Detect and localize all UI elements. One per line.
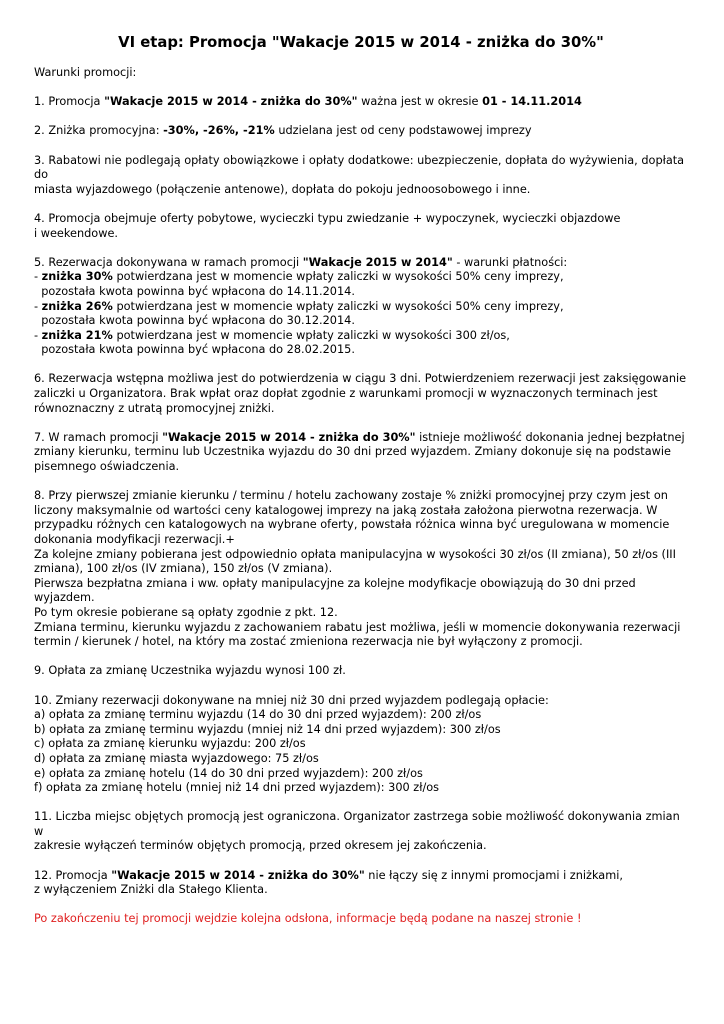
condition-1: 1. Promocja "Wakacje 2015 w 2014 - zniżka do 30%" ważna jest w okresie 01 - 14.11.2014 (34, 95, 582, 109)
condition-12: 12. Promocja "Wakacje 2015 w 2014 - zniżka do 30%" nie łączy się z innymi promocjami i zniżkami, z wyłączeniem Zniżki dla Stałego Klienta. (34, 868, 623, 897)
document-title: VI etap: Promocja "Wakacje 2015 w 2014 - zniżka do 30%" (118, 34, 604, 51)
condition-10: 10. Zmiany rezerwacji dokonywane na mniej niż 30 dni przed wyjazdem podlegają opłacie: a) opłata za zmianę terminu wyjazdu (14 do 30 dni przed wyjazdem): 200 zł/os b) opłata za zmianę terminu wyjazdu (mniej niż 14 dni przed wyjazdem): 300 zł/os c) opłata za zmianę kierunku wyjazdu: 200 zł/os d) opłata za zmianę miasta wyjazdowego: 75 zł/os e) opłata za zmianę hotelu (14 do 30 dni przed wyjazdem): 200 zł/os f) opłata za zmianę hotelu (mniej niż 14 dni przed wyjazdem): 300 zł/os (34, 693, 549, 795)
intro-text: Warunki promocji: (34, 66, 137, 79)
condition-11: 11. Liczba miejsc objętych promocją jest ograniczona. Organizator zastrzega sobie możliwość dokonywania zmian w zakresie wyłączeń terminów objętych promocją, przed okresem jej zakończenia. (34, 810, 680, 853)
condition-2: 2. Zniżka promocyjna: -30%, -26%, -21% udzielana jest od ceny podstawowej imprezy (34, 124, 532, 138)
condition-3: 3. Rabatowi nie podlegają opłaty obowiązkowe i opłaty dodatkowe: ubezpieczenie, dopłata do wyżywienia, dopłata do miasta wyjazdowego (połączenie antenowe), dopłata do pokoju jednoosobowego i inne. (34, 153, 685, 196)
condition-7: 7. W ramach promocji "Wakacje 2015 w 2014 - zniżka do 30%" istnieje możliwość dokonania jednej bezpłatnej zmiany kierunku, terminu lub Uczestnika wyjazdu do 30 dni przed wyjazdem. Zmiany dokonuje się na podstawie pisemnego oświadczenia. (34, 430, 685, 474)
footer-note: Po zakończeniu tej promocji wejdzie kolejna odsłona, informacje będą podane na naszej stronie ! (34, 912, 582, 926)
condition-5: 5. Rezerwacja dokonywana w ramach promocji "Wakacje 2015 w 2014" - warunki płatności: - zniżka 30% potwierdzana jest w momencie wpłaty zaliczki w wysokości 50% ceny imprezy, pozostała kwota powinna być wpłacona do 14.11.2014. - zniżka 26% potwierdzana jest w momencie wpłaty zaliczki w wysokości 50% ceny imprezy, pozostała kwota powinna być wpłacona do 30.12.2014. - zniżka 21% potwierdzana jest w momencie wpłaty zaliczki w wysokości 300 zł/os, pozostała kwota powinna być wpłacona do 28.02.2015. (34, 255, 568, 357)
condition-9: 9. Opłata za zmianę Uczestnika wyjazdu wynosi 100 zł. (34, 664, 346, 678)
condition-4: 4. Promocja obejmuje oferty pobytowe, wycieczki typu zwiedzanie + wypoczynek, wycieczki objazdowe i weekendowe. (34, 211, 621, 240)
condition-6: 6. Rezerwacja wstępna możliwa jest do potwierdzenia w ciągu 3 dni. Potwierdzeniem rezerwacji jest zaksięgowanie zaliczki u Organizatora. Brak wpłat oraz dopłat zgodnie z warunkami promocji w wyznaczonych terminach jest równoznaczny z utratą promocyjnej zniżki. (34, 372, 687, 415)
condition-8: 8. Przy pierwszej zmianie kierunku / terminu / hotelu zachowany zostaje % zniżki promocyjnej przy czym jest on liczony maksymalnie od wartości ceny katalogowej imprezy na jaką została założona pierwotna rezerwacja. W przypadku różnych cen katalogowych na wybrane oferty, powstała różnica winna być uregulowana w momencie dokonania modyfikacji rezerwacji.+ Za kolejne zmiany pobierana jest odpowiednio opłata manipulacyjna w wysokości 30 zł/os (II zmiana), 50 zł/os (III zmiana), 100 zł/os (IV zmiana), 150 zł/os (V zmiana). Pierwsza bezpłatna zmiana i ww. opłaty manipulacyjne za kolejne modyfikacje obowiązują do 30 dni przed wyjazdem. Po tym okresie pobierane są opłaty zgodnie z pkt. 12. Zmiana terminu, kierunku wyjazdu z zachowaniem rabatu jest możliwa, jeśli w momencie dokonywania rezerwacji termin / kierunek / hotel, na który ma zostać zmieniona rezerwacja nie był wyłączony z promocji. (34, 489, 681, 649)
